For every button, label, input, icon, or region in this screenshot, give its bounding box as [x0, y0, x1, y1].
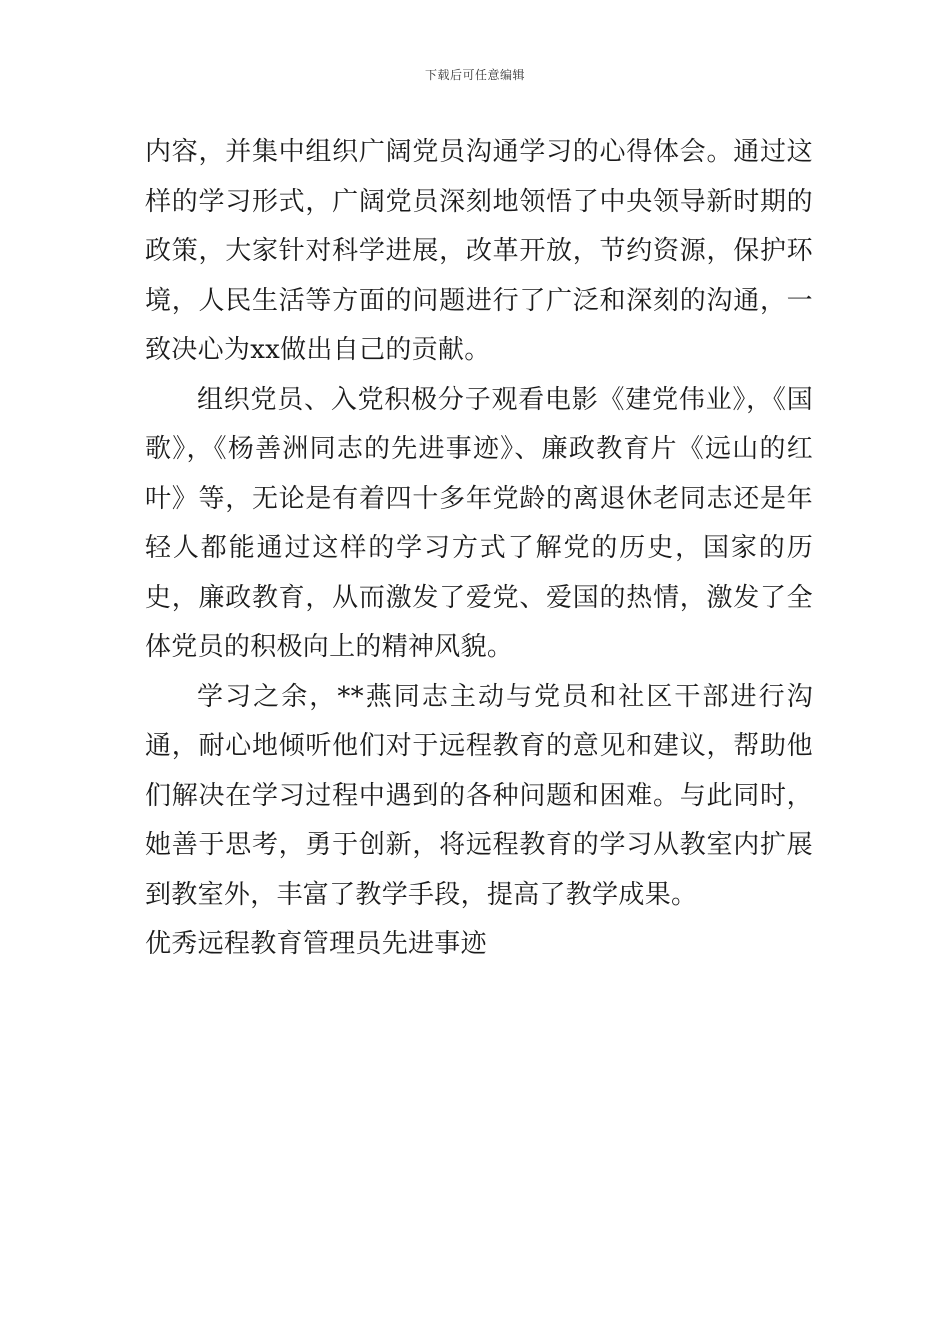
paragraph-continued: 内容，并集中组织广阔党员沟通学习的心得体会。通过这样的学习形式，广阔党员深刻地领悟了中央领导新时期的政策，大家针对科学进展，改革开放，节约资源，保护环境，人民生活等方面的问题进行了广泛和深刻的沟通，一致决心为xx做出自己的贡献。: [145, 137, 813, 365]
header-note: 下载后可任意编辑: [424, 68, 525, 82]
document-body: [145, 128, 813, 970]
paragraph-communication: 学习之余，**燕同志主动与党员和社区干部进行沟通，耐心地倾听他们对于远程教育的意见和建议，帮助他们解决在学习过程中遇到的各种问题和困难。与此同时，她善于思考，勇于创新，将远程教育的学习从教室内扩展到教室外，丰富了教学手段，提高了教学成果。: [145, 681, 813, 910]
paragraph-movies: 组织党员、入党积极分子观看电影《建党伟业》，《国歌》，《杨善洲同志的先进事迹》、廉政教育片《远山的红叶》等，无论是有着四十多年党龄的离退休老同志还是年轻人都能通过这样的学习方式了解党的历史，国家的历史，廉政教育，从而激发了爱党、爱国的热情，激发了全体党员的积极向上的精神风貌。: [145, 384, 813, 662]
section-title: 优秀远程教育管理员先进事迹: [145, 929, 487, 959]
